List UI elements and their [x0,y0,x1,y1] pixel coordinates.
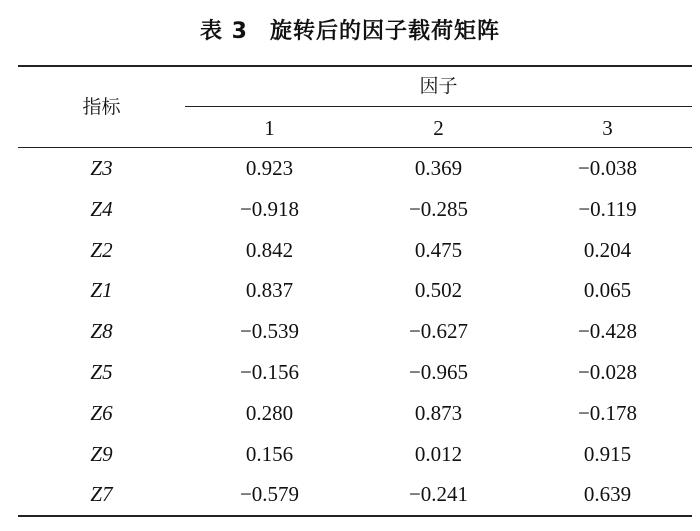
factor-2-cell: 0.873 [414,400,463,425]
factor-1-cell: 0.156 [245,441,294,466]
factor-3-cell: −0.178 [577,400,638,425]
factor-1-cell: 0.842 [245,237,294,262]
indicator-cell: Z7 [90,482,113,507]
factor-3-cell: 0.915 [583,441,632,466]
factor-3-cell: 0.204 [583,237,632,262]
factor-column-1: 1 [264,116,275,140]
indicator-cell: Z3 [90,156,113,180]
factor-3-cell: 0.065 [583,278,632,303]
factor-2-cell: 0.369 [414,156,463,180]
table-number: 表 3 [200,19,248,44]
factor-1-cell: −0.918 [239,196,300,221]
indicator-cell: Z9 [90,441,113,466]
table-body [0,148,700,515]
factor-header-rule [185,106,692,107]
table-caption [0,16,700,48]
indicator-cell: Z2 [90,237,113,262]
factor-column-2: 2 [433,116,444,140]
factor-3-cell: −0.028 [577,359,638,384]
indicator-cell: Z4 [90,196,113,221]
factor-1-cell: 0.923 [245,156,294,180]
table-row [0,434,700,475]
factor-3-cell: 0.639 [583,482,632,507]
table-row [0,230,700,271]
factor-1-cell: −0.156 [239,359,300,384]
table-title: 旋转后的因子载荷矩阵 [269,19,500,44]
indicator-header: 指标 [82,96,121,118]
top-rule [18,65,692,67]
table-row [0,311,700,352]
factor-1-cell: 0.280 [245,400,294,425]
factor-1-cell: −0.539 [239,319,300,344]
indicator-cell: Z8 [90,319,113,344]
factor-1-cell: −0.579 [239,482,300,507]
table-row [0,393,700,434]
table-row [0,189,700,230]
table-row [0,474,700,515]
factor-2-cell: −0.965 [408,359,469,384]
indicator-cell: Z6 [90,400,113,425]
table-row [0,270,700,311]
factor-2-cell: 0.475 [414,237,463,262]
factor-column-3: 3 [602,116,613,140]
factor-header: 因子 [419,75,458,97]
factor-3-cell: −0.119 [578,196,637,221]
factor-1-cell: 0.837 [245,278,294,303]
factor-2-cell: 0.012 [414,441,463,466]
bottom-rule [18,515,692,517]
factor-2-cell: 0.502 [414,278,463,303]
table-row [0,148,700,189]
factor-2-cell: −0.241 [408,482,469,507]
factor-2-cell: −0.285 [408,196,469,221]
factor-3-cell: −0.038 [577,156,638,180]
indicator-cell: Z5 [90,359,113,384]
factor-2-cell: −0.627 [408,319,469,344]
factor-3-cell: −0.428 [577,319,638,344]
table-row [0,352,700,393]
indicator-cell: Z1 [90,278,113,303]
